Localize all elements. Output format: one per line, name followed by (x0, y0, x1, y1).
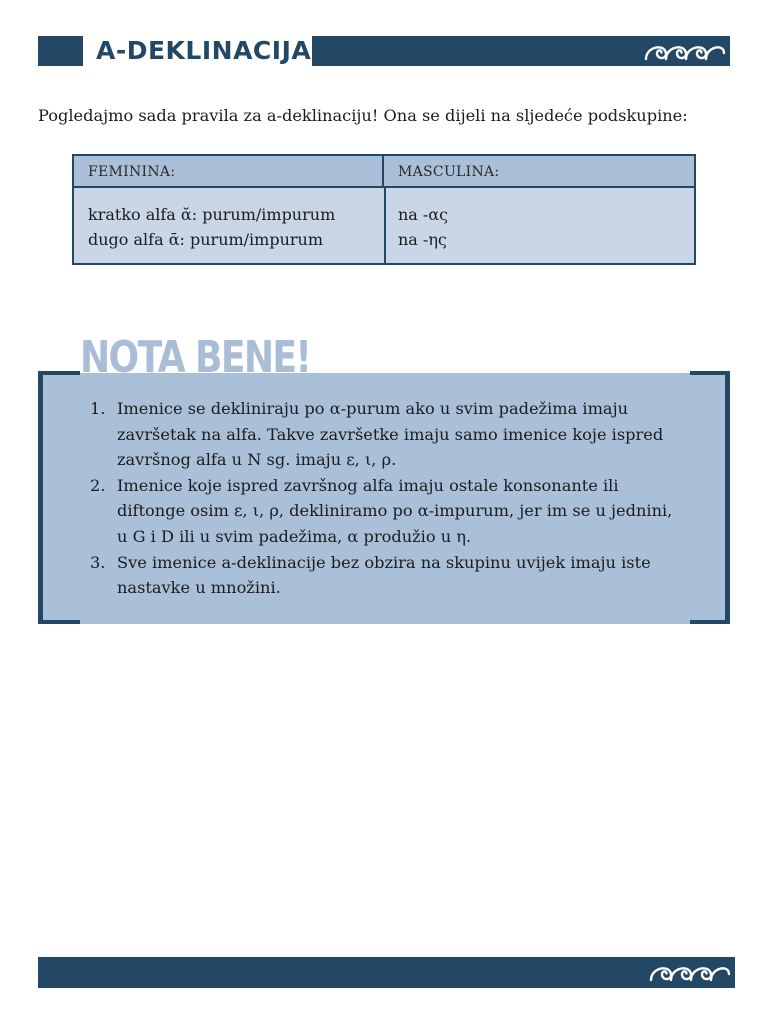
header-bar-right (312, 36, 730, 66)
list-item (90, 550, 700, 601)
list-item-line: diftonge osim ε, ι, ρ, dekliniramo po α-impurum, jer im se u jednini, (117, 501, 673, 521)
table-cell-line: na -ης (398, 230, 447, 249)
table-cell-line: kratko alfa ᾰ: purum/impurum (88, 205, 336, 224)
table-cell-feminina (88, 202, 335, 252)
table-cell-line: dugo alfa ᾱ: purum/impurum (88, 230, 324, 249)
table-column-divider (384, 188, 386, 263)
intro-text: Pogledajmo sada pravila za a-deklinaciju! Ona se dijeli na sljedeće podskupine: (38, 106, 688, 125)
list-item-line: nastavke u množini. (117, 578, 281, 598)
list-item-number: 3. (90, 552, 106, 572)
list-item (90, 396, 700, 473)
bracket-left-bottom (38, 620, 80, 624)
table-cell-masculina (398, 202, 448, 252)
list-item-line: Imenice koje ispred završnog alfa imaju ostale konsonante ili (117, 475, 619, 495)
list-item-line: završetak na alfa. Takve završetke imaju samo imenice koje ispred (117, 424, 664, 444)
list-item (90, 473, 700, 550)
list-item-number: 2. (90, 475, 106, 495)
table-header-masculina: MASCULINA: (384, 156, 694, 188)
header-bar-left (38, 36, 83, 66)
nota-bene-title: NOTA BENE! (80, 332, 311, 383)
greek-wave-ornament-icon (649, 960, 731, 984)
bracket-left-side (38, 371, 43, 624)
bracket-right-bottom (690, 620, 730, 624)
greek-wave-ornament-icon (644, 39, 726, 63)
list-item-line: Sve imenice a-deklinacije bez obzira na skupinu uvijek imaju iste (117, 552, 651, 572)
bracket-right-side (725, 371, 730, 624)
footer-bar (38, 957, 735, 988)
list-item-line: završnog alfa u N sg. imaju ε, ι, ρ. (117, 450, 397, 470)
bracket-left-top (38, 371, 80, 375)
bracket-right-top (690, 371, 730, 375)
table-cell-line: na -ας (398, 205, 449, 224)
nota-bene-list (90, 396, 700, 601)
list-item-line: u G i D ili u svim padežima, α produžio u η. (117, 526, 472, 546)
declension-table (72, 154, 696, 265)
list-item-line: Imenice se dekliniraju po α-purum ako u svim padežima imaju (117, 399, 629, 418)
list-item-number: 1. (90, 399, 106, 418)
table-header-feminina: FEMININA: (74, 156, 384, 188)
page-title: A-DEKLINACIJA (96, 36, 312, 65)
